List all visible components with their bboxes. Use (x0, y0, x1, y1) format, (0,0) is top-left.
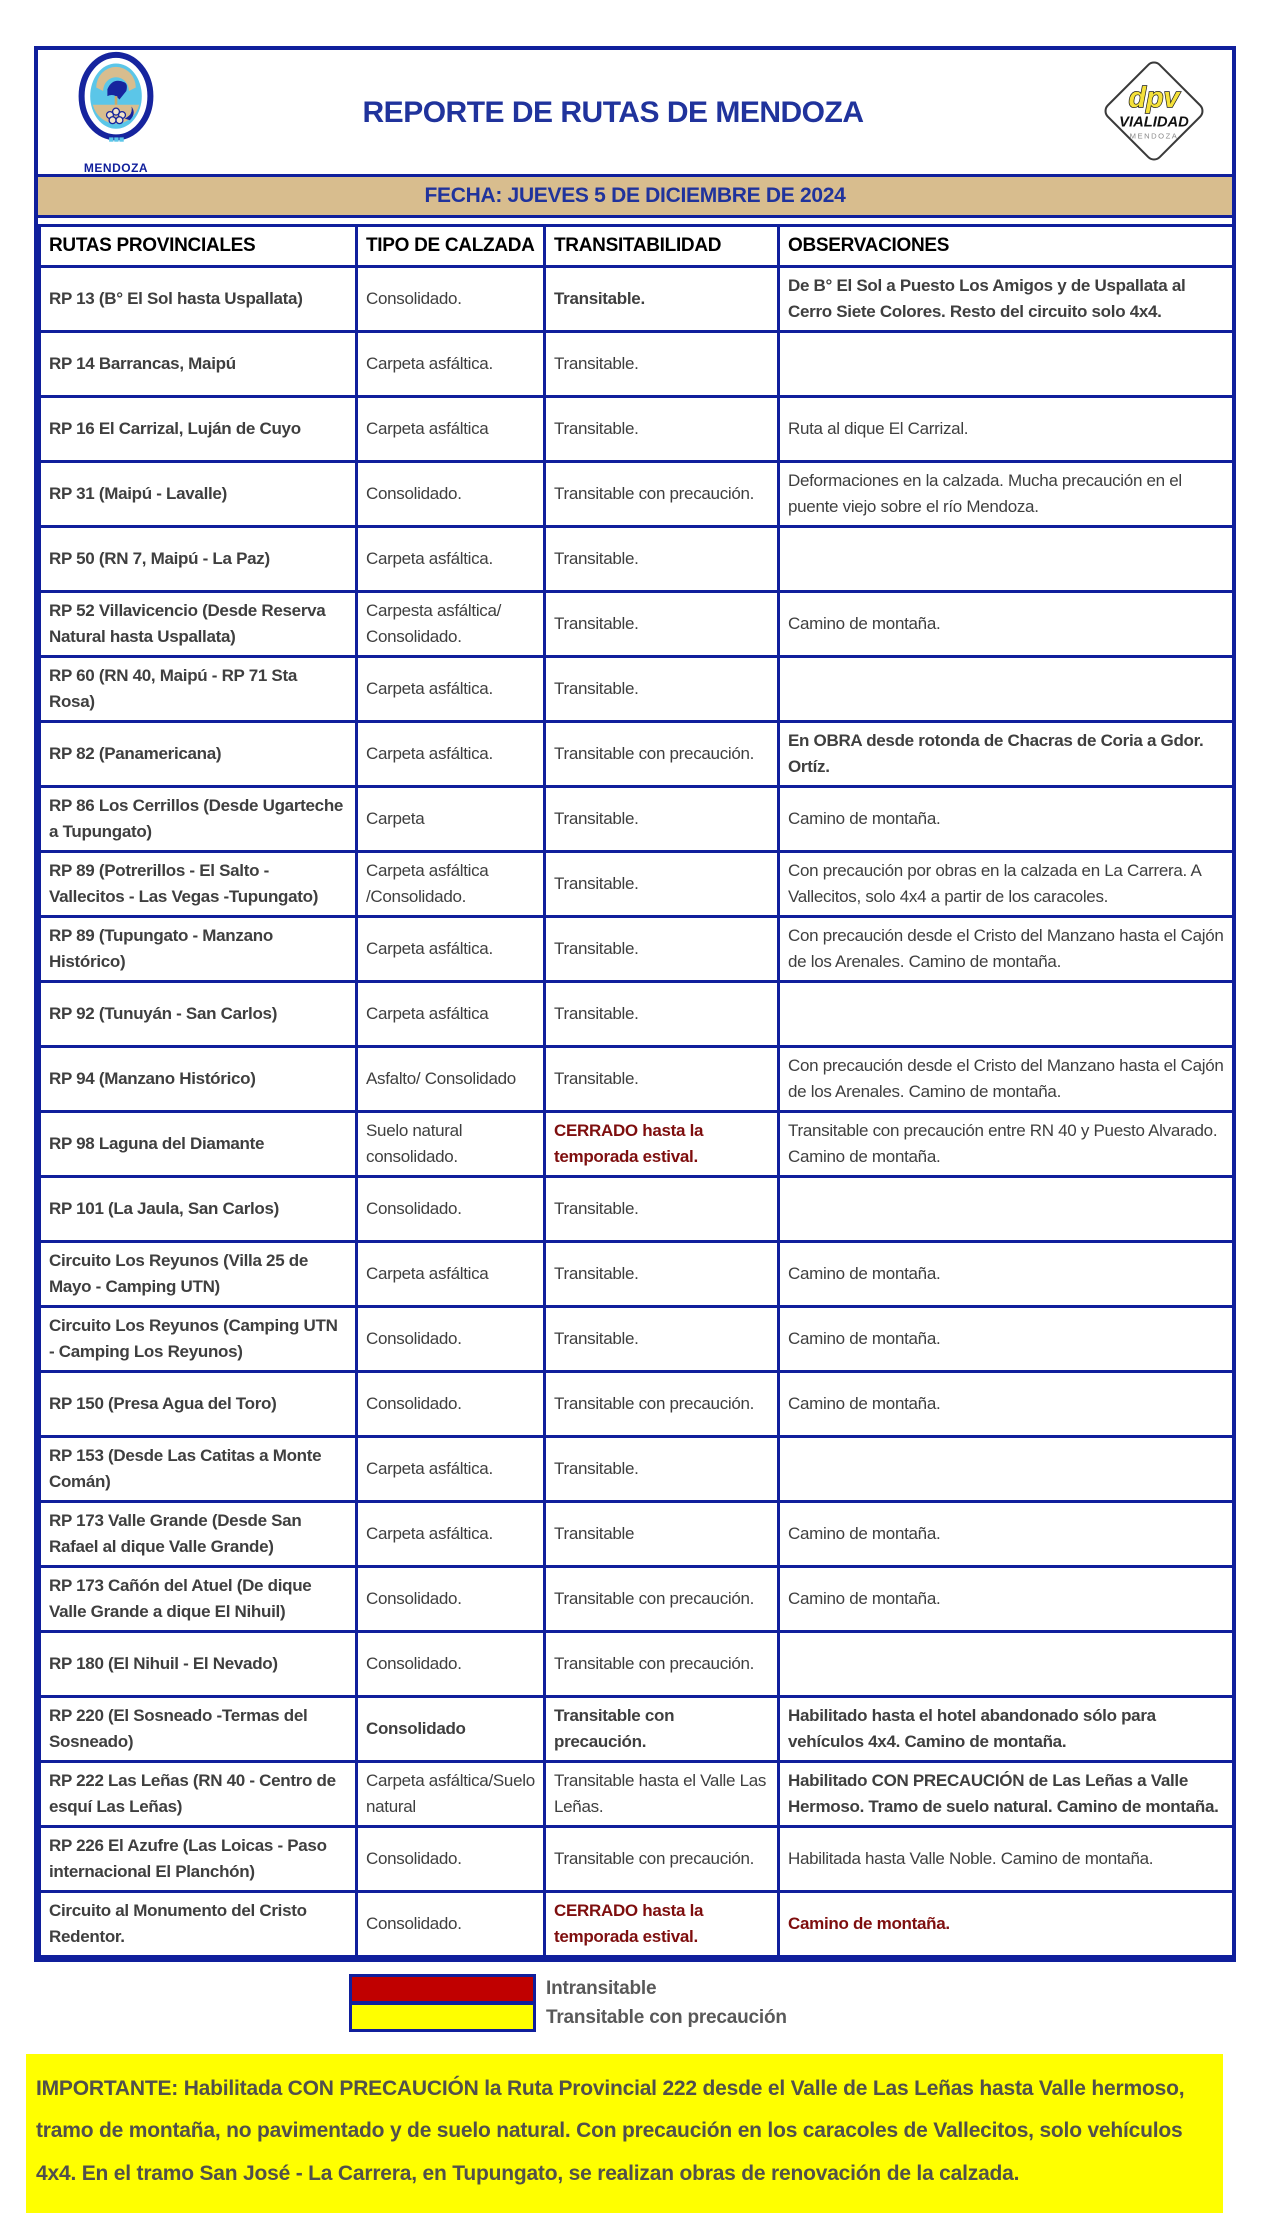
status-cell: Transitable con precaución. (545, 1827, 779, 1892)
report-header (38, 50, 1232, 174)
table-row (40, 462, 1234, 527)
table-row (40, 1177, 1234, 1242)
surface-cell: Consolidado. (357, 1567, 545, 1632)
table-row (40, 852, 1234, 917)
report-frame (34, 46, 1236, 1962)
table-row (40, 787, 1234, 852)
surface-cell: Carpeta asfáltica (357, 1242, 545, 1307)
route-cell: Circuito Los Reyunos (Villa 25 de Mayo - Camping UTN) (40, 1242, 357, 1307)
route-cell: RP 98 Laguna del Diamante (40, 1112, 357, 1177)
legend-swatch (349, 1974, 536, 2003)
table-row (40, 1567, 1234, 1632)
status-cell: Transitable. (545, 527, 779, 592)
surface-cell: Consolidado. (357, 1827, 545, 1892)
route-cell: RP 13 (B° El Sol hasta Uspallata) (40, 267, 357, 332)
status-cell: Transitable con precaución. (545, 1567, 779, 1632)
obs-cell: De B° El Sol a Puesto Los Amigos y de Uspallata al Cerro Siete Colores. Resto del circuito solo 4x4. (779, 267, 1234, 332)
obs-cell: Con precaución desde el Cristo del Manzano hasta el Cajón de los Arenales. Camino de montaña. (779, 917, 1234, 982)
obs-cell (779, 1177, 1234, 1242)
table-row (40, 1372, 1234, 1437)
obs-cell: Camino de montaña. (779, 1307, 1234, 1372)
obs-cell (779, 982, 1234, 1047)
surface-cell: Carpeta asfáltica. (357, 722, 545, 787)
table-row (40, 657, 1234, 722)
status-cell: Transitable. (545, 787, 779, 852)
surface-cell: Consolidado. (357, 1372, 545, 1437)
table-row (40, 592, 1234, 657)
obs-cell: Con precaución desde el Cristo del Manzano hasta el Cajón de los Arenales. Camino de montaña. (779, 1047, 1234, 1112)
surface-cell: Carpeta asfáltica (357, 982, 545, 1047)
surface-cell: Carpeta asfáltica (357, 397, 545, 462)
route-cell: RP 222 Las Leñas (RN 40 - Centro de esquí Las Leñas) (40, 1762, 357, 1827)
route-cell: RP 89 (Potrerillos - El Salto - Vallecitos - Las Vegas -Tupungato) (40, 852, 357, 917)
route-cell: RP 94 (Manzano Histórico) (40, 1047, 357, 1112)
left-logo-caption: MENDOZA (83, 161, 149, 175)
table-row (40, 982, 1234, 1047)
surface-cell: Suelo natural consolidado. (357, 1112, 545, 1177)
table-row (40, 527, 1234, 592)
route-cell: RP 226 El Azufre (Las Loicas - Paso internacional El Planchón) (40, 1827, 357, 1892)
surface-cell: Carpeta asfáltica /Consolidado. (357, 852, 545, 917)
table-row (40, 917, 1234, 982)
surface-cell: Carpeta asfáltica. (357, 657, 545, 722)
obs-cell: Camino de montaña. (779, 1502, 1234, 1567)
table-row (40, 1827, 1234, 1892)
table-row (40, 267, 1234, 332)
route-cell: RP 50 (RN 7, Maipú - La Paz) (40, 527, 357, 592)
legend-swatch (349, 2003, 536, 2032)
surface-cell: Carpeta asfáltica. (357, 1502, 545, 1567)
status-cell: Transitable. (545, 852, 779, 917)
status-cell: Transitable. (545, 657, 779, 722)
table-row (40, 332, 1234, 397)
legend (349, 1974, 1275, 2032)
legend-label: Transitable con precaución (546, 2006, 787, 2028)
status-cell: Transitable con precaución. (545, 1372, 779, 1437)
obs-cell: En OBRA desde rotonda de Chacras de Coria a Gdor. Ortíz. (779, 722, 1234, 787)
table-row (40, 1047, 1234, 1112)
surface-cell: Consolidado. (357, 1892, 545, 1957)
status-cell: Transitable. (545, 397, 779, 462)
route-cell: RP 16 El Carrizal, Luján de Cuyo (40, 397, 357, 462)
surface-cell: Consolidado (357, 1697, 545, 1762)
page-title: REPORTE DE RUTAS DE MENDOZA (362, 96, 864, 129)
table-row (40, 1632, 1234, 1697)
status-cell: Transitable. (545, 917, 779, 982)
route-cell: RP 86 Los Cerrillos (Desde Ugarteche a Tupungato) (40, 787, 357, 852)
obs-cell: Camino de montaña. (779, 1242, 1234, 1307)
route-cell: RP 89 (Tupungato - Manzano Histórico) (40, 917, 357, 982)
status-cell: Transitable con precaución. (545, 1697, 779, 1762)
obs-cell: Habilitado hasta el hotel abandonado sólo para vehículos 4x4. Camino de montaña. (779, 1697, 1234, 1762)
obs-cell (779, 1632, 1234, 1697)
table-row (40, 1762, 1234, 1827)
obs-cell (779, 332, 1234, 397)
route-cell: RP 31 (Maipú - Lavalle) (40, 462, 357, 527)
table-row (40, 1437, 1234, 1502)
route-cell: RP 82 (Panamericana) (40, 722, 357, 787)
legend-label: Intransitable (546, 1977, 657, 1999)
route-cell: RP 60 (RN 40, Maipú - RP 71 Sta Rosa) (40, 657, 357, 722)
obs-cell (779, 527, 1234, 592)
route-cell: RP 173 Valle Grande (Desde San Rafael al dique Valle Grande) (40, 1502, 357, 1567)
status-cell: Transitable. (545, 267, 779, 332)
route-cell: RP 173 Cañón del Atuel (De dique Valle Grande a dique El Nihuil) (40, 1567, 357, 1632)
status-cell: Transitable con precaución. (545, 722, 779, 787)
route-cell: RP 52 Villavicencio (Desde Reserva Natural hasta Uspallata) (40, 592, 357, 657)
date-banner: FECHA: JUEVES 5 DE DICIEMBRE DE 2024 (38, 174, 1232, 218)
obs-cell: Camino de montaña. (779, 1567, 1234, 1632)
table-row (40, 722, 1234, 787)
obs-cell: Habilitado CON PRECAUCIÓN de Las Leñas a Valle Hermoso. Tramo de suelo natural. Camino de montaña. (779, 1762, 1234, 1827)
important-note: IMPORTANTE: Habilitada CON PRECAUCIÓN la Ruta Provincial 222 desde el Valle de Las Leñas hasta Valle hermoso, tramo de montaña, no pavimentado y de suelo natural. Con precaución en los caracoles de Vallecitos, solo vehículos 4x4. En el tramo San José - La Carrera, en Tupungato, se realizan obras de renovación de la calzada. (26, 2054, 1223, 2213)
surface-cell: Consolidado. (357, 1177, 545, 1242)
surface-cell: Carpesta asfáltica/ Consolidado. (357, 592, 545, 657)
table-row (40, 1307, 1234, 1372)
surface-cell: Carpeta asfáltica/Suelo natural (357, 1762, 545, 1827)
route-cell: RP 180 (El Nihuil - El Nevado) (40, 1632, 357, 1697)
obs-cell: Con precaución por obras en la calzada en La Carrera. A Vallecitos, solo 4x4 a partir de los caracoles. (779, 852, 1234, 917)
table-row (40, 1112, 1234, 1177)
status-cell: Transitable. (545, 1047, 779, 1112)
mendoza-government-logo (56, 51, 176, 175)
table-row (40, 1697, 1234, 1762)
route-cell: Circuito Los Reyunos (Camping UTN - Camping Los Reyunos) (40, 1307, 357, 1372)
column-header: RUTAS PROVINCIALES (40, 226, 357, 267)
obs-cell (779, 657, 1234, 722)
vialidad-mendoza-text: MENDOZA (1129, 130, 1179, 140)
obs-cell: Camino de montaña. (779, 592, 1234, 657)
vialidad-mendoza-logo (1090, 55, 1218, 172)
route-cell: RP 150 (Presa Agua del Toro) (40, 1372, 357, 1437)
vialidad-text: VIALIDAD (1119, 113, 1189, 130)
obs-cell (779, 1437, 1234, 1502)
mendoza-crest-icon (73, 51, 159, 155)
route-cell: RP 153 (Desde Las Catitas a Monte Comán) (40, 1437, 357, 1502)
surface-cell: Carpeta asfáltica. (357, 332, 545, 397)
table-row (40, 1242, 1234, 1307)
status-cell: Transitable con precaución. (545, 462, 779, 527)
status-cell: Transitable. (545, 1242, 779, 1307)
route-cell: RP 101 (La Jaula, San Carlos) (40, 1177, 357, 1242)
status-cell: Transitable hasta el Valle Las Leñas. (545, 1762, 779, 1827)
route-cell: RP 220 (El Sosneado -Termas del Sosneado) (40, 1697, 357, 1762)
status-cell: CERRADO hasta la temporada estival. (545, 1892, 779, 1957)
obs-cell: Camino de montaña. (779, 1372, 1234, 1437)
surface-cell: Carpeta asfáltica. (357, 527, 545, 592)
route-cell: RP 14 Barrancas, Maipú (40, 332, 357, 397)
table-row (40, 1502, 1234, 1567)
status-cell: Transitable con precaución. (545, 1632, 779, 1697)
obs-cell: Camino de montaña. (779, 787, 1234, 852)
obs-cell: Deformaciones en la calzada. Mucha precaución en el puente viejo sobre el río Mendoza. (779, 462, 1234, 527)
surface-cell: Carpeta asfáltica. (357, 1437, 545, 1502)
surface-cell: Consolidado. (357, 1307, 545, 1372)
column-header: OBSERVACIONES (779, 226, 1234, 267)
status-cell: Transitable (545, 1502, 779, 1567)
routes-table (38, 224, 1235, 1958)
status-cell: Transitable. (545, 982, 779, 1047)
column-header: TRANSITABILIDAD (545, 226, 779, 267)
obs-cell: Transitable con precaución entre RN 40 y Puesto Alvarado. Camino de montaña. (779, 1112, 1234, 1177)
obs-cell: Habilitada hasta Valle Noble. Camino de montaña. (779, 1827, 1234, 1892)
column-header: TIPO DE CALZADA (357, 226, 545, 267)
surface-cell: Consolidado. (357, 462, 545, 527)
surface-cell: Consolidado. (357, 267, 545, 332)
obs-cell: Camino de montaña. (779, 1892, 1234, 1957)
surface-cell: Carpeta (357, 787, 545, 852)
routes-table-body (40, 267, 1234, 1957)
vialidad-diamond-icon (1098, 55, 1210, 167)
table-header-row (40, 226, 1234, 267)
status-cell: Transitable. (545, 1307, 779, 1372)
table-row (40, 1892, 1234, 1957)
obs-cell: Ruta al dique El Carrizal. (779, 397, 1234, 462)
surface-cell: Asfalto/ Consolidado (357, 1047, 545, 1112)
status-cell: CERRADO hasta la temporada estival. (545, 1112, 779, 1177)
status-cell: Transitable. (545, 1437, 779, 1502)
route-cell: RP 92 (Tunuyán - San Carlos) (40, 982, 357, 1047)
surface-cell: Consolidado. (357, 1632, 545, 1697)
route-cell: Circuito al Monumento del Cristo Redentor. (40, 1892, 357, 1957)
dpv-logo-text: dpv (1128, 81, 1180, 114)
status-cell: Transitable. (545, 1177, 779, 1242)
status-cell: Transitable. (545, 592, 779, 657)
table-row (40, 397, 1234, 462)
status-cell: Transitable. (545, 332, 779, 397)
surface-cell: Carpeta asfáltica. (357, 917, 545, 982)
